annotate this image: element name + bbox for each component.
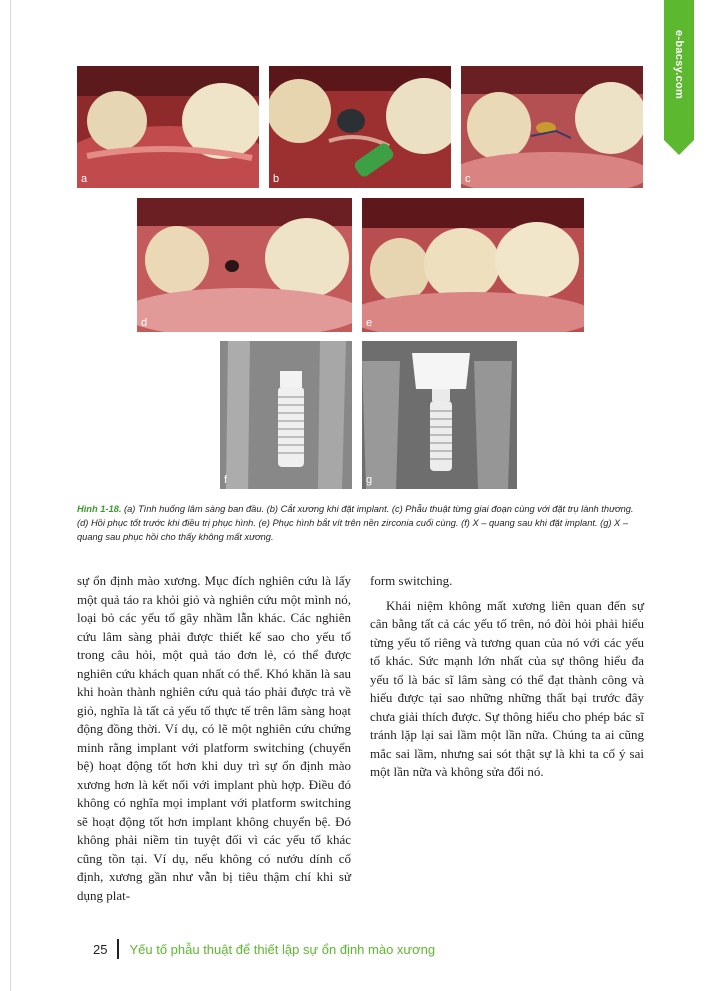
clinical-photo-e-image xyxy=(362,198,584,332)
panel-label-c: c xyxy=(465,173,471,185)
figure-panel-c xyxy=(461,66,643,188)
figure-panel-e xyxy=(362,198,584,332)
panel-label-g: g xyxy=(366,474,373,486)
xray-g-image xyxy=(362,341,517,489)
clinical-photo-d-image xyxy=(137,198,352,332)
figure-panel-d xyxy=(137,198,352,332)
page-number: 25 xyxy=(93,941,108,957)
clinical-photo-a-image xyxy=(77,66,259,188)
brand-site-name: e-bacsy.com xyxy=(673,30,685,100)
figure-panel-b xyxy=(269,66,451,188)
body-right-paragraph-2: Khái niệm không mất xương liên quan đến sự cân bằng tất cả các yếu tố trên, nó đòi hỏi phải hiểu từng yếu tố riêng và tương quan của nó với các yếu tố khác. Sức mạnh lớn nhất của sự thông hiểu đa yếu tố là bác sĩ lâm sàng có thể đạt thành công và hiểu được tại sao những những thất bại trước đây chưa giải thích được. Sự thông hiểu cho phép bác sĩ tránh lặp lại sai lầm một lần nữa. Chúng ta ai cũng mắc sai lầm, nhưng sai sót thật sự là khi ta cố ý sai một lần nữa và không sửa đổi nó. xyxy=(370,597,644,779)
body-left-paragraph: sự ổn định mào xương. Mục đích nghiên cứu là lấy một quả táo ra khỏi giỏ và nghiên cứu một mình nó, loại bỏ các yếu tố gây nhầm lẫn khác. Các nghiên cứu lâm sàng phải được thiết kế sao cho yếu tố trong câu hỏi, một quả táo đơn lẻ, có thể được nghiên cứu khách quan nhất có thể. Khó khăn là sau khi hoàn thành nghiên cứu quả táo phải được trả về giỏ, nghĩa là tất cả yếu tố thực tế trên lâm sàng hoạt động đồng thời. Ví dụ, có lẽ một nghiên cứu chứng minh rằng implant với platform switching (chuyển bệ) hoạt động tốt hơn khi duy trì sự ổn định mào xương hơn là kết nối với implant phù hợp. Điều đó không có nghĩa mọi implant với platform switching sẽ hoạt động tốt hơn implant không chuyển bệ. Đó không phải niềm tin tuyệt đối vì các yếu tố khác cũng tồn tại. Ví dụ, nếu không có nướu dính cố định, xương gần như vẫn bị tiêu thậm chí khi sử dụng plat- xyxy=(77,573,351,903)
panel-label-b: b xyxy=(273,173,280,185)
body-right-paragraph-1: form switching. xyxy=(370,573,453,588)
panel-label-e: e xyxy=(366,317,373,329)
footer-divider xyxy=(117,939,119,959)
figure-caption-text: (a) Tình huống lâm sàng ban đầu. (b) Cắt xương khi đặt implant. (c) Phẫu thuật từng giai đoạn cùng với đặt trụ lành thương. (d) Hồi phục tốt trước khi điều trị phục hình. (e) Phục hình bắt vít trên nền zirconia cuối cùng. (f) X – quang sau khi đặt implant. (g) X – quang sau phục hồi cho thấy không mất xương. xyxy=(77,504,634,542)
panel-label-d: d xyxy=(141,317,148,329)
figure-panel-g xyxy=(362,341,517,489)
page-spine-line xyxy=(10,0,11,991)
body-right-column xyxy=(370,572,644,782)
figure-panel-f xyxy=(220,341,352,489)
page-footer xyxy=(93,938,435,960)
clinical-photo-c-image xyxy=(461,66,643,188)
figure-panel-a xyxy=(77,66,259,188)
panel-label-f: f xyxy=(224,474,228,486)
panel-label-a: a xyxy=(81,173,88,185)
chapter-title: Yếu tố phẫu thuật để thiết lập sự ổn định mào xương xyxy=(129,941,436,957)
xray-f-image xyxy=(220,341,352,489)
figure-caption xyxy=(77,502,644,544)
figure-caption-label: Hình 1-18. xyxy=(77,504,122,514)
body-left-column xyxy=(77,572,351,905)
clinical-photo-b-image xyxy=(269,66,451,188)
